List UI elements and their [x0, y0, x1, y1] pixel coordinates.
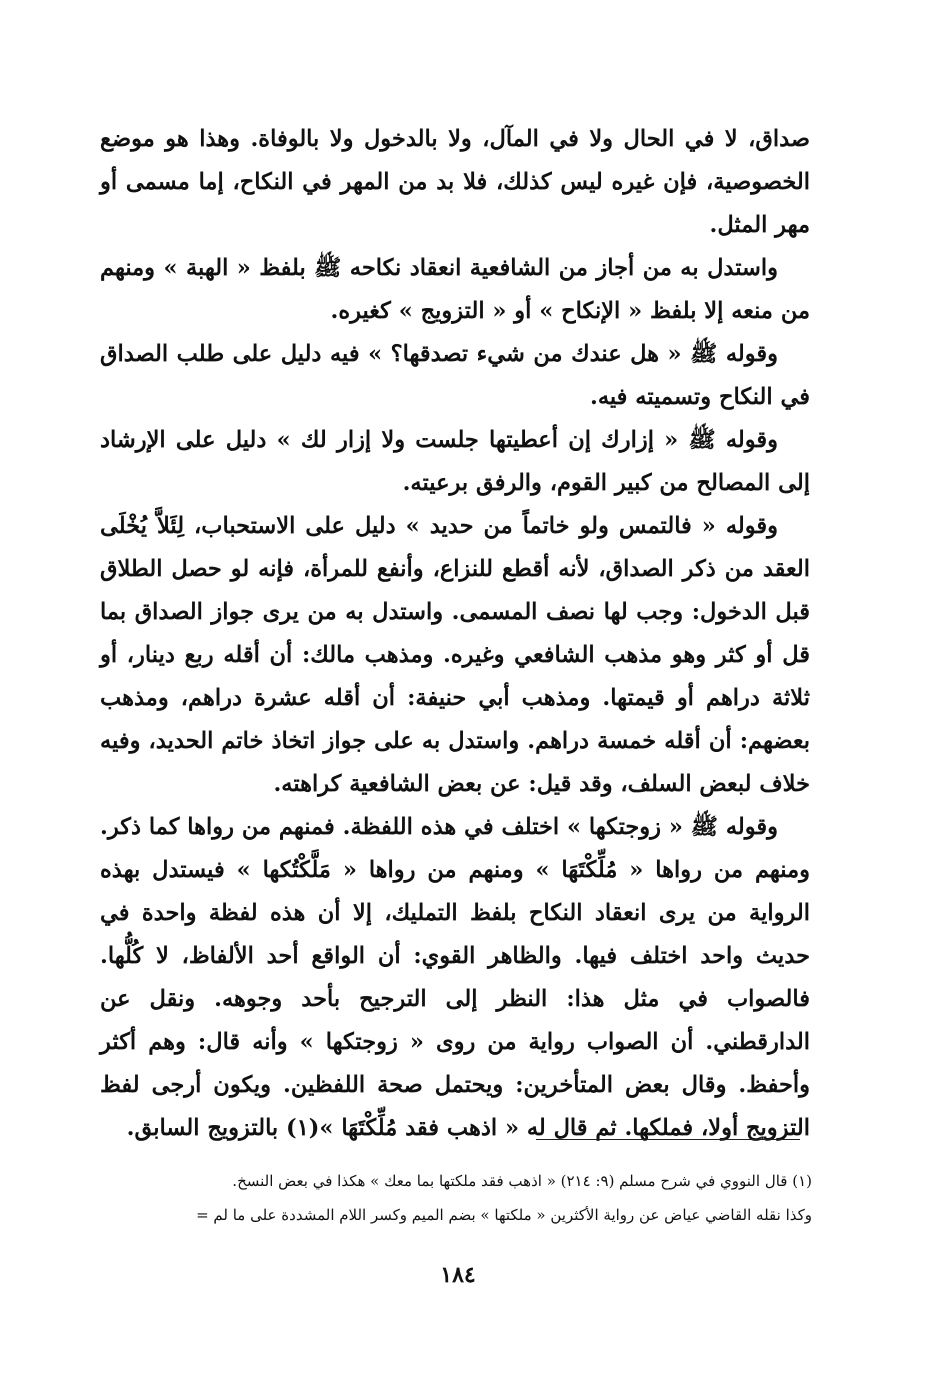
main-text: [100, 118, 810, 1150]
footnote-1: (١) قال النووي في شرح مسلم (٩: ٢١٤) « اذهب فقد ملكتها بما معك » هكذا في بعض النسخ.: [232, 1172, 812, 1190]
paragraph-6: وقوله ﷺ « زوجتكها » اختلف في هذه اللفظة. فمنهم من رواها كما ذكر. ومنهم من رواها « مُلِّكْتَهَا » ومنهم من رواها « مَلَّكْتُكها » فيستدل بهذه الرواية من يرى انعقاد النكاح بلفظ التمليك، إلا أن هذه لفظة واحدة في حديث واحد اختلف فيها. والظاهر القوي: أن الواقع أحد الألفاظ، لا كُلُّها. فالصواب في مثل هذا: النظر إلى الترجيح بأحد وجوهه. ونقل عن الدارقطني. أن الصواب رواية من روى « زوجتكها » وأنه قال: وهم أكثر وأحفظ. وقال بعض المتأخرين: ويحتمل صحة اللفظين. ويكون أرجى لفظ التزويج أولا، فملكها. ثم قال له « اذهب فقد مُلِّكْتَهَا »(١) بالتزويج السابق.: [100, 814, 810, 1141]
paragraph-3: وقوله ﷺ « هل عندك من شيء تصدقها؟ » فيه دليل على طلب الصداق في النكاح وتسميته فيه.: [100, 341, 810, 410]
footnote-1-continued: وكذا نقله القاضي عياض عن رواية الأكثرين « ملكتها » بضم الميم وكسر اللام المشددة على ما لم =: [196, 1206, 812, 1224]
paragraph-1: صداق، لا في الحال ولا في المآل، ولا بالدخول ولا بالوفاة. وهذا هو موضع الخصوصية، فإن غيره ليس كذلك، فلا بد من المهر في النكاح، إما مسمى أو مهر المثل.: [100, 126, 810, 238]
paragraph-2: واستدل به من أجاز من الشافعية انعقاد نكاحه ﷺ بلفظ « الهبة » ومنهم من منعه إلا بلفظ « الإنكاح » أو « التزويج » كغيره.: [100, 255, 810, 324]
footnote-divider: [536, 1139, 800, 1140]
paragraph-4: وقوله ﷺ « إزارك إن أعطيتها جلست ولا إزار لك » دليل على الإرشاد إلى المصالح من كبير القوم، والرفق برعيته.: [100, 427, 810, 496]
paragraph-5: وقوله « فالتمس ولو خاتماً من حديد » دليل على الاستحباب، لِئَلاَّ يُخْلَى العقد من ذكر الصداق، لأنه أقطع للنزاع، وأنفع للمرأة، فإنه لو حصل الطلاق قبل الدخول: وجب لها نصف المسمى. واستدل به من يرى جواز الصداق بما قل أو كثر وهو مذهب الشافعي وغيره. ومذهب مالك: أن أقله ربع دينار، أو ثلاثة دراهم أو قيمتها. ومذهب أبي حنيفة: أن أقله عشرة دراهم، ومذهب بعضهم: أن أقله خمسة دراهم. واستدل به على جواز اتخاذ خاتم الحديد، وفيه خلاف لبعض السلف، وقد قيل: عن بعض الشافعية كراهته.: [100, 513, 810, 797]
footnotes: [100, 1164, 812, 1232]
page-number: ١٨٤: [440, 1262, 476, 1288]
